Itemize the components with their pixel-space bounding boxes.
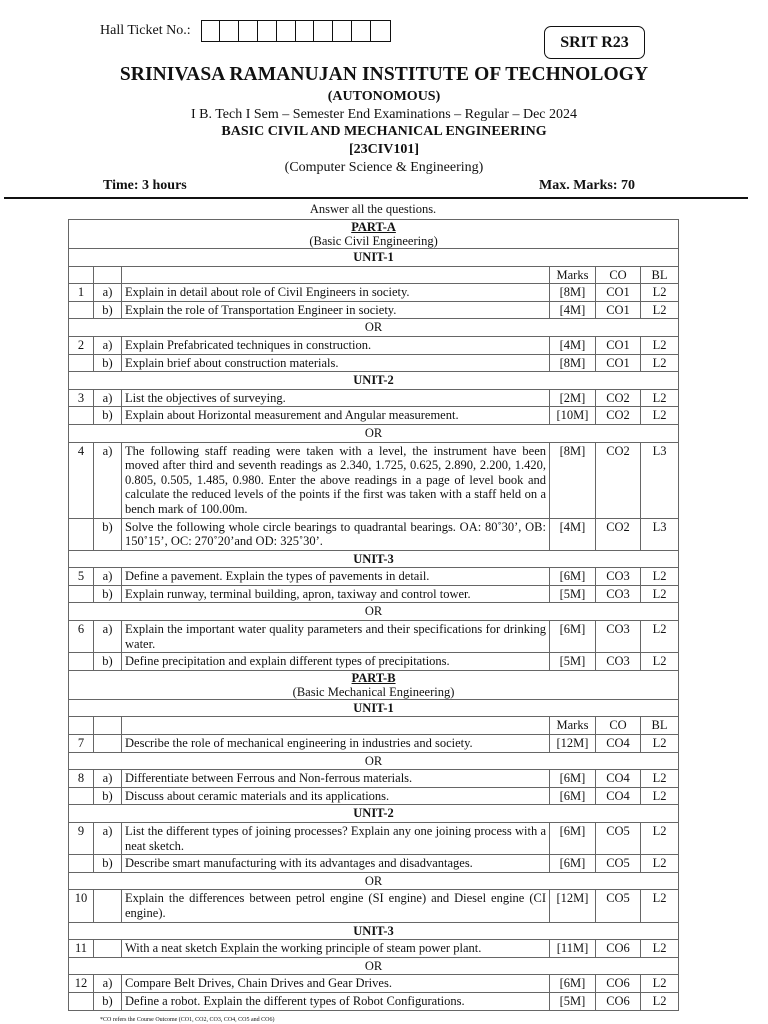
column-header-row bbox=[69, 717, 679, 735]
part-subtitle: (Basic Mechanical Engineering) bbox=[292, 684, 455, 699]
sub-question-label: b) bbox=[94, 787, 122, 805]
blooms-level: L2 bbox=[641, 389, 679, 407]
question-number: 12 bbox=[69, 975, 94, 993]
hall-ticket-box[interactable] bbox=[202, 21, 221, 41]
hall-ticket-box[interactable] bbox=[371, 21, 390, 41]
question-number bbox=[69, 992, 94, 1010]
sub-question-label: b) bbox=[94, 301, 122, 319]
unit-heading: UNIT-1 bbox=[69, 699, 679, 717]
question-marks: [5M] bbox=[550, 992, 596, 1010]
hall-ticket bbox=[100, 20, 391, 42]
question-row bbox=[69, 442, 679, 518]
unit-row bbox=[69, 805, 679, 823]
question-text: Explain the important water quality parameters and their specifications for drinking water. bbox=[122, 621, 550, 653]
question-table bbox=[68, 219, 679, 1011]
subject-code: [23CIV101] bbox=[349, 142, 419, 157]
question-row bbox=[69, 890, 679, 922]
course-outcome: CO2 bbox=[596, 389, 641, 407]
question-text: Explain the differences between petrol engine (SI engine) and Diesel engine (CI engine). bbox=[122, 890, 550, 922]
hall-ticket-label: Hall Ticket No.: bbox=[100, 23, 191, 38]
part-subtitle: (Basic Civil Engineering) bbox=[309, 234, 438, 248]
blooms-level: L3 bbox=[641, 442, 679, 518]
question-number bbox=[69, 301, 94, 319]
question-row bbox=[69, 975, 679, 993]
course-outcome: CO3 bbox=[596, 568, 641, 586]
blooms-level: L2 bbox=[641, 992, 679, 1010]
question-number: 2 bbox=[69, 336, 94, 354]
blooms-level: L2 bbox=[641, 890, 679, 922]
sub-question-label: a) bbox=[94, 975, 122, 993]
unit-heading: UNIT-1 bbox=[69, 249, 679, 267]
part-title: PART-B bbox=[351, 670, 396, 685]
or-separator: OR bbox=[69, 872, 679, 890]
question-row bbox=[69, 585, 679, 603]
question-number: 6 bbox=[69, 621, 94, 653]
course-outcome: CO6 bbox=[596, 992, 641, 1010]
question-row bbox=[69, 389, 679, 407]
question-marks: [5M] bbox=[550, 653, 596, 671]
blank-cell bbox=[94, 717, 122, 735]
question-row bbox=[69, 568, 679, 586]
question-number: 1 bbox=[69, 284, 94, 302]
question-marks: [6M] bbox=[550, 855, 596, 873]
branch-name: (Computer Science & Engineering) bbox=[284, 160, 484, 175]
sub-question-label: b) bbox=[94, 653, 122, 671]
question-marks: [6M] bbox=[550, 823, 596, 855]
course-outcome: CO5 bbox=[596, 890, 641, 922]
question-marks: [6M] bbox=[550, 770, 596, 788]
sub-question-label: b) bbox=[94, 354, 122, 372]
hall-ticket-box[interactable] bbox=[277, 21, 296, 41]
marks-header: Marks bbox=[550, 717, 596, 735]
sub-question-label: b) bbox=[94, 585, 122, 603]
sub-question-label: a) bbox=[94, 823, 122, 855]
question-number: 11 bbox=[69, 940, 94, 958]
sub-question-label: a) bbox=[94, 770, 122, 788]
blooms-level: L2 bbox=[641, 568, 679, 586]
sub-question-label: a) bbox=[94, 284, 122, 302]
blooms-level: L2 bbox=[641, 823, 679, 855]
question-text: List the different types of joining processes? Explain any one joining process with a neat sketch. bbox=[122, 823, 550, 855]
or-row bbox=[69, 752, 679, 770]
hall-ticket-boxes[interactable] bbox=[201, 20, 391, 42]
question-row bbox=[69, 992, 679, 1010]
unit-heading: UNIT-3 bbox=[69, 922, 679, 940]
question-text: Describe smart manufacturing with its advantages and disadvantages. bbox=[122, 855, 550, 873]
course-outcome: CO2 bbox=[596, 442, 641, 518]
question-text: Explain about Horizontal measurement and Angular measurement. bbox=[122, 407, 550, 425]
hall-ticket-box[interactable] bbox=[296, 21, 315, 41]
blooms-level: L2 bbox=[641, 284, 679, 302]
unit-heading: UNIT-2 bbox=[69, 805, 679, 823]
or-separator: OR bbox=[69, 752, 679, 770]
or-row bbox=[69, 603, 679, 621]
hall-ticket-box[interactable] bbox=[258, 21, 277, 41]
sub-question-label: b) bbox=[94, 518, 122, 550]
bl-header: BL bbox=[641, 266, 679, 284]
blank-cell bbox=[69, 266, 94, 284]
sub-question-label: b) bbox=[94, 407, 122, 425]
header-divider bbox=[4, 197, 748, 199]
or-row bbox=[69, 957, 679, 975]
question-row bbox=[69, 284, 679, 302]
subject-name: BASIC CIVIL AND MECHANICAL ENGINEERING bbox=[221, 124, 547, 139]
part-header bbox=[69, 670, 679, 699]
or-separator: OR bbox=[69, 424, 679, 442]
hall-ticket-box[interactable] bbox=[333, 21, 352, 41]
question-marks: [4M] bbox=[550, 518, 596, 550]
question-text: Differentiate between Ferrous and Non-ferrous materials. bbox=[122, 770, 550, 788]
question-number: 5 bbox=[69, 568, 94, 586]
question-marks: [6M] bbox=[550, 621, 596, 653]
question-text: Define a robot. Explain the different types of Robot Configurations. bbox=[122, 992, 550, 1010]
marks-header: Marks bbox=[550, 266, 596, 284]
blooms-level: L2 bbox=[641, 855, 679, 873]
question-number bbox=[69, 407, 94, 425]
or-row bbox=[69, 424, 679, 442]
question-marks: [4M] bbox=[550, 336, 596, 354]
course-outcome: CO1 bbox=[596, 284, 641, 302]
or-separator: OR bbox=[69, 603, 679, 621]
unit-row bbox=[69, 922, 679, 940]
question-text: Compare Belt Drives, Chain Drives and Gear Drives. bbox=[122, 975, 550, 993]
blooms-level: L2 bbox=[641, 735, 679, 753]
exam-title: I B. Tech I Sem – Semester End Examinations – Regular – Dec 2024 bbox=[190, 107, 577, 122]
question-number: 10 bbox=[69, 890, 94, 922]
hall-ticket-box[interactable] bbox=[239, 21, 258, 41]
blooms-level: L2 bbox=[641, 336, 679, 354]
question-marks: [8M] bbox=[550, 354, 596, 372]
question-marks: [12M] bbox=[550, 735, 596, 753]
blooms-level: L2 bbox=[641, 354, 679, 372]
or-separator: OR bbox=[69, 319, 679, 337]
question-number: 8 bbox=[69, 770, 94, 788]
co-header: CO bbox=[596, 266, 641, 284]
blooms-level: L2 bbox=[641, 621, 679, 653]
question-marks: [8M] bbox=[550, 442, 596, 518]
question-marks: [10M] bbox=[550, 407, 596, 425]
question-row bbox=[69, 336, 679, 354]
question-number: 4 bbox=[69, 442, 94, 518]
sub-question-label: a) bbox=[94, 389, 122, 407]
or-separator: OR bbox=[69, 957, 679, 975]
blooms-level: L2 bbox=[641, 653, 679, 671]
sub-question-label: b) bbox=[94, 855, 122, 873]
hall-ticket-box[interactable] bbox=[220, 21, 239, 41]
question-row bbox=[69, 787, 679, 805]
question-marks: [12M] bbox=[550, 890, 596, 922]
sub-question-label bbox=[94, 735, 122, 753]
question-text: With a neat sketch Explain the working principle of steam power plant. bbox=[122, 940, 550, 958]
course-outcome: CO4 bbox=[596, 735, 641, 753]
sub-question-label: a) bbox=[94, 442, 122, 518]
blank-cell bbox=[122, 266, 550, 284]
sub-question-label bbox=[94, 940, 122, 958]
unit-row bbox=[69, 699, 679, 717]
unit-heading: UNIT-3 bbox=[69, 550, 679, 568]
course-outcome: CO6 bbox=[596, 975, 641, 993]
unit-row bbox=[69, 249, 679, 267]
question-text: Describe the role of mechanical engineering in industries and society. bbox=[122, 735, 550, 753]
question-row bbox=[69, 855, 679, 873]
question-row bbox=[69, 407, 679, 425]
unit-row bbox=[69, 372, 679, 390]
part-header-row bbox=[69, 220, 679, 249]
question-row bbox=[69, 735, 679, 753]
course-outcome: CO1 bbox=[596, 301, 641, 319]
question-marks: [4M] bbox=[550, 301, 596, 319]
course-outcome: CO5 bbox=[596, 823, 641, 855]
question-row bbox=[69, 653, 679, 671]
question-number bbox=[69, 787, 94, 805]
autonomous-label: (AUTONOMOUS) bbox=[327, 89, 441, 104]
question-marks: [6M] bbox=[550, 787, 596, 805]
question-marks: [6M] bbox=[550, 568, 596, 586]
part-title: PART-A bbox=[351, 220, 396, 234]
regulation-badge: SRIT R23 bbox=[544, 26, 645, 59]
blank-cell bbox=[69, 717, 94, 735]
course-outcome: CO3 bbox=[596, 585, 641, 603]
question-marks: [6M] bbox=[550, 975, 596, 993]
blank-cell bbox=[122, 717, 550, 735]
question-row bbox=[69, 354, 679, 372]
question-number bbox=[69, 518, 94, 550]
blooms-level: L3 bbox=[641, 518, 679, 550]
blooms-level: L2 bbox=[641, 770, 679, 788]
blooms-level: L2 bbox=[641, 940, 679, 958]
course-outcome: CO2 bbox=[596, 407, 641, 425]
question-marks: [2M] bbox=[550, 389, 596, 407]
question-text: Explain the role of Transportation Engineer in society. bbox=[122, 301, 550, 319]
blooms-level: L2 bbox=[641, 585, 679, 603]
course-outcome: CO2 bbox=[596, 518, 641, 550]
question-marks: [11M] bbox=[550, 940, 596, 958]
blank-cell bbox=[94, 266, 122, 284]
question-number bbox=[69, 354, 94, 372]
question-marks: [8M] bbox=[550, 284, 596, 302]
course-outcome: CO3 bbox=[596, 621, 641, 653]
unit-row bbox=[69, 550, 679, 568]
hall-ticket-box[interactable] bbox=[352, 21, 371, 41]
question-text: Explain in detail about role of Civil Engineers in society. bbox=[122, 284, 550, 302]
question-row bbox=[69, 301, 679, 319]
or-row bbox=[69, 319, 679, 337]
question-text: Define precipitation and explain different types of precipitations. bbox=[122, 653, 550, 671]
question-text: Discuss about ceramic materials and its applications. bbox=[122, 787, 550, 805]
question-number: 3 bbox=[69, 389, 94, 407]
question-row bbox=[69, 621, 679, 653]
sub-question-label: a) bbox=[94, 568, 122, 586]
footnote: *CO refers the Course Outcome (CO1, CO2, CO3, CO4, CO5 and CO6) bbox=[100, 1017, 275, 1023]
course-outcome: CO1 bbox=[596, 354, 641, 372]
hall-ticket-box[interactable] bbox=[314, 21, 333, 41]
course-outcome: CO3 bbox=[596, 653, 641, 671]
exam-duration: Time: 3 hours bbox=[103, 178, 187, 193]
question-number: 7 bbox=[69, 735, 94, 753]
question-text: List the objectives of surveying. bbox=[122, 389, 550, 407]
question-number bbox=[69, 585, 94, 603]
question-text: The following staff reading were taken with a level, the instrument have been moved after third and seventh readings as 2.340, 1.725, 0.625, 2.890, 2.200, 1.420, 0.805, 0.505, 1.485, 0.980. Enter the above readings in a page of level book and calculate the reduced levels of the points if the first was taken with a staff held on a bench mark of 100.00m. bbox=[122, 442, 550, 518]
unit-heading: UNIT-2 bbox=[69, 372, 679, 390]
instruction: Answer all the questions. bbox=[309, 202, 437, 216]
question-number: 9 bbox=[69, 823, 94, 855]
institution-name: SRINIVASA RAMANUJAN INSTITUTE OF TECHNOLOGY bbox=[119, 64, 649, 85]
sub-question-label bbox=[94, 890, 122, 922]
question-text: Explain Prefabricated techniques in construction. bbox=[122, 336, 550, 354]
blooms-level: L2 bbox=[641, 975, 679, 993]
question-text: Explain brief about construction materials. bbox=[122, 354, 550, 372]
course-outcome: CO4 bbox=[596, 787, 641, 805]
blooms-level: L2 bbox=[641, 407, 679, 425]
question-marks: [5M] bbox=[550, 585, 596, 603]
sub-question-label: b) bbox=[94, 992, 122, 1010]
blooms-level: L2 bbox=[641, 787, 679, 805]
question-number bbox=[69, 653, 94, 671]
course-outcome: CO1 bbox=[596, 336, 641, 354]
part-header-row bbox=[69, 670, 679, 699]
question-text: Solve the following whole circle bearings to quadrantal bearings. OA: 80˚30’, OB: 150˚15’, OC: 270˚20’and OD: 325˚30’. bbox=[122, 518, 550, 550]
course-outcome: CO5 bbox=[596, 855, 641, 873]
question-text: Explain runway, terminal building, apron, taxiway and control tower. bbox=[122, 585, 550, 603]
bl-header: BL bbox=[641, 717, 679, 735]
question-text: Define a pavement. Explain the types of pavements in detail. bbox=[122, 568, 550, 586]
max-marks: Max. Marks: 70 bbox=[539, 178, 636, 193]
question-row bbox=[69, 770, 679, 788]
question-row bbox=[69, 940, 679, 958]
question-number bbox=[69, 855, 94, 873]
or-row bbox=[69, 872, 679, 890]
question-row bbox=[69, 518, 679, 550]
sub-question-label: a) bbox=[94, 336, 122, 354]
part-header bbox=[69, 220, 679, 249]
co-header: CO bbox=[596, 717, 641, 735]
column-header-row bbox=[69, 266, 679, 284]
blooms-level: L2 bbox=[641, 301, 679, 319]
question-row bbox=[69, 823, 679, 855]
course-outcome: CO4 bbox=[596, 770, 641, 788]
course-outcome: CO6 bbox=[596, 940, 641, 958]
sub-question-label: a) bbox=[94, 621, 122, 653]
